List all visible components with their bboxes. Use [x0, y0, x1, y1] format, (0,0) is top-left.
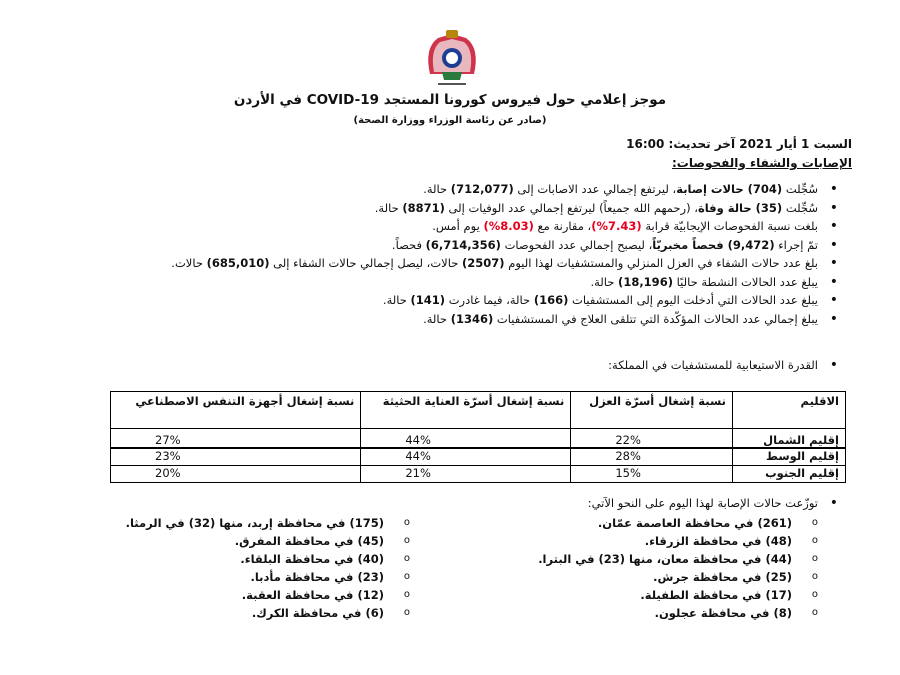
- stat-text: حالة.: [374, 200, 403, 215]
- list-item: o (17) في محافظة الطفيلة.: [488, 586, 818, 604]
- ventilator-cell: 23%: [111, 448, 361, 466]
- table-row: [111, 448, 846, 466]
- isolation-cell: 15%: [571, 466, 733, 483]
- stat-text: (685,010): [206, 256, 270, 270]
- stat-text: يبلغ إجمالي عدد الحالات المؤكّدة التي تتلقى العلاج في المستشفيات: [493, 311, 818, 326]
- stat-text: (2507): [462, 256, 505, 270]
- stat-item: [38, 254, 838, 273]
- table-row: [111, 466, 846, 483]
- icu-cell: 44%: [361, 448, 571, 466]
- capacity-heading: • القدرة الاستيعابية للمستشفيات في المملكة:: [608, 358, 838, 372]
- stat-text: ، (رحمهم الله جميعاً) ليرتفع إجمالي عدد الوفيات إلى: [444, 200, 698, 215]
- stat-text: حالة، فيما غادرت: [445, 293, 534, 307]
- stat-text: (1346): [450, 311, 494, 326]
- stat-text: (35) حالة وفاة: [697, 200, 783, 215]
- table-row: [111, 429, 846, 449]
- stat-item: [38, 310, 838, 329]
- column-header: نسبة إشغال أجهزة التنفس الاصطناعي: [111, 392, 361, 429]
- capacity-table: [110, 391, 846, 483]
- stat-text: (166): [533, 293, 569, 307]
- list-item: o (40) في محافظة البلقاء.: [50, 550, 410, 568]
- isolation-cell: 28%: [571, 448, 733, 466]
- isolation-cell: 22%: [571, 429, 733, 449]
- stat-item: [38, 273, 838, 292]
- stat-text: حالات.: [171, 256, 207, 270]
- ventilator-cell: 27%: [111, 429, 361, 449]
- region-cell: إقليم الشمال: [733, 429, 846, 449]
- stat-text: (8.03%): [483, 219, 534, 233]
- page-subtitle: (صادر عن رئاسة الوزراء ووزارة الصحة): [353, 115, 547, 126]
- list-item: o (261) في محافظة العاصمة عمّان.: [488, 514, 818, 532]
- stat-text: حالة.: [423, 311, 451, 326]
- stat-text: حالة.: [423, 182, 451, 196]
- distribution-heading: • توزّعت حالات الإصابة لهذا اليوم على النحو الآتي:: [588, 496, 838, 510]
- column-header: نسبة إشغال أسرّة العناية الحثيثة: [361, 392, 571, 429]
- stat-text: فحصاً.: [391, 237, 426, 252]
- stat-text: تمّ إجراء: [774, 237, 818, 252]
- stat-text: (704) حالات إصابة: [676, 182, 783, 196]
- stat-text: (8871): [402, 200, 445, 215]
- stat-text: (712,077): [450, 182, 514, 196]
- stat-item: [38, 217, 838, 236]
- stat-text: حالة.: [590, 274, 619, 289]
- section-heading: الإصابات والشفاء والفحوصات:: [672, 156, 852, 170]
- list-item: o (25) في محافظة جرش.: [488, 568, 818, 586]
- stat-text: (9,472) فحصاً مخبريّاً: [652, 237, 775, 252]
- stat-text: بلغت نسبة الفحوصات الإيجابيّة قرابة: [641, 219, 818, 233]
- region-cell: إقليم الوسط: [733, 448, 846, 466]
- list-item: o (8) في محافظة عجلون.: [488, 604, 818, 622]
- stat-text: ، ليرتفع إجمالي عدد الاصابات إلى: [513, 182, 677, 196]
- stat-text: سُجِّلت: [782, 200, 818, 215]
- stats-list: [38, 180, 838, 328]
- stat-text: (6,714,356): [425, 237, 501, 252]
- icu-cell: 44%: [361, 429, 571, 449]
- stat-text: بلغ عدد حالات الشفاء في العزل المنزلي والمستشفيات لهذا اليوم: [504, 256, 818, 270]
- stat-text: ، مقارنة مع: [533, 219, 592, 233]
- governorate-list-right: [488, 514, 818, 622]
- stat-text: يوم أمس.: [432, 219, 484, 233]
- dateline: السبت 1 أيار 2021 آخر تحديث: 16:00: [626, 137, 852, 151]
- icu-cell: 21%: [361, 466, 571, 483]
- column-header: الاقليم: [733, 392, 846, 429]
- stat-item: [38, 199, 838, 218]
- stat-text: يبلغ عدد الحالات التي أدخلت اليوم إلى المستشفيات: [568, 293, 818, 307]
- list-item: o (175) في محافظة إربد، منها (32) في الرمثا.: [50, 514, 410, 532]
- stat-text: حالة.: [382, 293, 411, 307]
- stat-text: حالات، ليصل إجمالي حالات الشفاء إلى: [269, 256, 462, 270]
- stat-text: سُجِّلت: [782, 182, 818, 196]
- stat-item: [38, 291, 838, 310]
- region-cell: إقليم الجنوب: [733, 466, 846, 483]
- stat-text: ، ليصبح إجمالي عدد الفحوصات: [500, 237, 653, 252]
- list-item: o (48) في محافظة الزرقاء.: [488, 532, 818, 550]
- page-title: موجز إعلامي حول فيروس كورونا المستجد COVID-19 في الأردن: [233, 92, 667, 108]
- ventilator-cell: 20%: [111, 466, 361, 483]
- list-item: o (45) في محافظة المفرق.: [50, 532, 410, 550]
- table-header-row: [111, 392, 846, 429]
- stat-item: [38, 180, 838, 199]
- stat-text: (18,196): [618, 274, 673, 289]
- stat-text: (7.43%): [591, 219, 642, 233]
- governorate-list-left: [50, 514, 410, 622]
- list-item: o (23) في محافظة مأدبا.: [50, 568, 410, 586]
- column-header: نسبة إشغال أسرّة العزل: [571, 392, 733, 429]
- list-item: o (44) في محافظة معان، منها (23) في البترا.: [488, 550, 818, 568]
- stat-text: (141): [410, 293, 446, 307]
- list-item: o (6) في محافظة الكرك.: [50, 604, 410, 622]
- stat-item: [38, 236, 838, 255]
- royal-emblem-icon: [420, 28, 484, 90]
- list-item: o (12) في محافظة العقبة.: [50, 586, 410, 604]
- stat-text: يبلغ عدد الحالات النشطة حاليًا: [672, 274, 818, 289]
